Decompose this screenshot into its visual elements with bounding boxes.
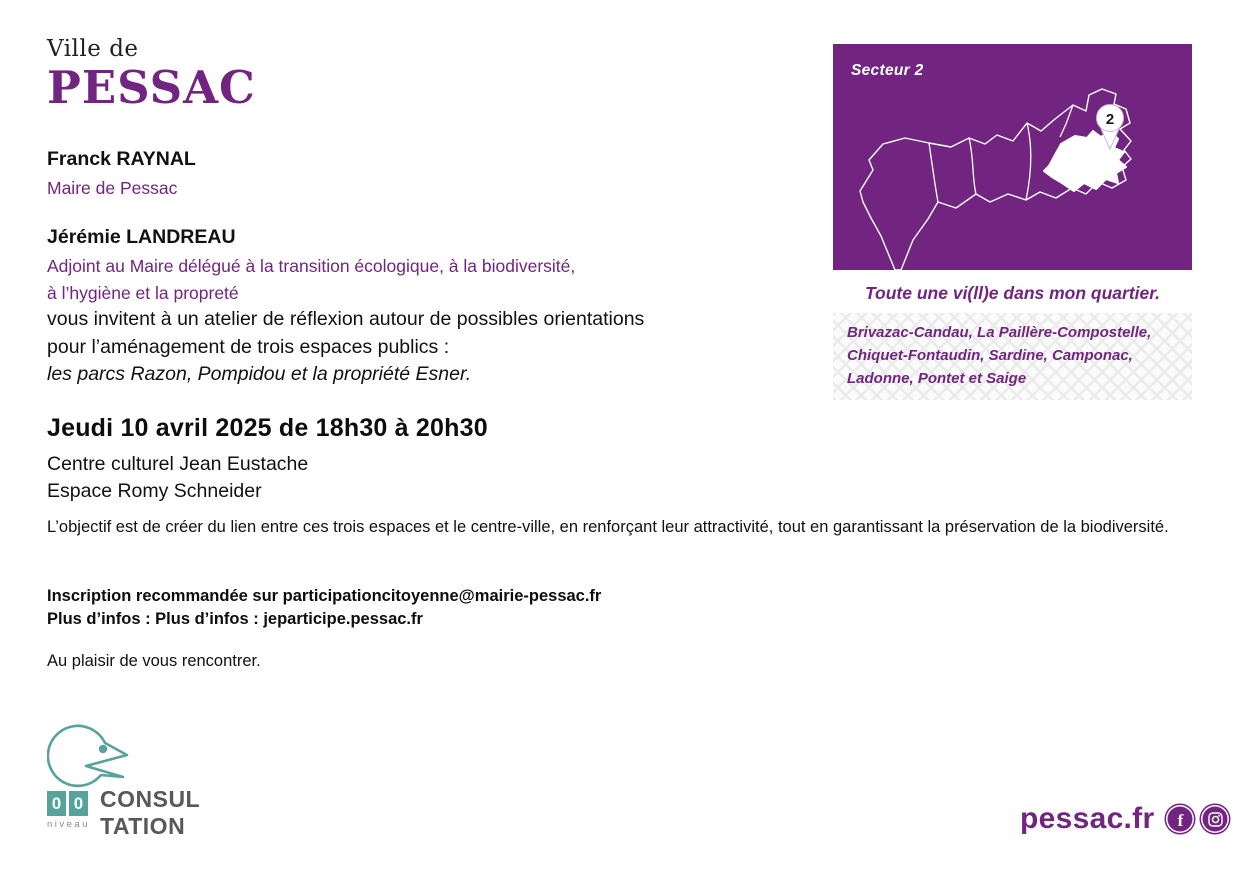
sector-divider-west <box>969 138 976 194</box>
signatory-role-adjoint <box>47 253 575 307</box>
instagram-icon[interactable] <box>1201 805 1229 833</box>
quartiers-line-2: Chiquet-Fontaudin, Sardine, Camponac, <box>847 347 1133 364</box>
sector-divider-middle <box>1026 123 1031 200</box>
invitation-line-2: pour l’aménagement de trois espaces publics : <box>47 335 450 358</box>
pin-number: 2 <box>1105 111 1115 128</box>
quartiers-line-1: Brivazac-Candau, La Paillère-Compostelle, <box>847 324 1152 341</box>
more-info-url-link[interactable]: jeparticipe.pessac.fr <box>263 610 423 628</box>
ville-de-text: Ville de <box>47 36 139 62</box>
sector-label: Secteur 2 <box>851 62 924 79</box>
role-line-2: à l’hygiène et la propreté <box>47 283 239 303</box>
brand-logo <box>47 36 256 114</box>
consultation-logo <box>47 713 237 853</box>
role-line-1: Adjoint au Maire délégué à la transition écologique, à la biodiversité, <box>47 256 576 276</box>
signatories-block <box>47 148 575 307</box>
footer-social-block <box>1020 802 1229 836</box>
registration-block <box>47 585 601 631</box>
more-info-prefix: Plus d’infos : Plus d’infos : <box>47 610 264 628</box>
sector-tagline: Toute une vi(ll)e dans mon quartier. <box>865 283 1160 303</box>
registration-email-link[interactable]: participationcitoyenne@mairie-pessac.fr <box>282 587 602 605</box>
level-digit-left: 0 <box>47 791 66 816</box>
more-info-line <box>47 608 601 631</box>
footer-site-link[interactable]: pessac.fr <box>1020 802 1155 835</box>
invitation-text <box>47 306 644 389</box>
quartiers-list <box>833 313 1192 400</box>
pacman-icon <box>47 713 142 788</box>
consultation-word-line-1: CONSUL <box>100 786 201 812</box>
registration-prefix: Inscription recommandée sur <box>47 587 283 605</box>
invitation-line-1: vous invitent à un atelier de réflexion autour de possibles orientations <box>47 308 645 330</box>
niveau-label: niveau <box>47 819 90 830</box>
quartiers-line-3: Ladonne, Pontet et Saige <box>847 370 1027 387</box>
sector-card <box>833 44 1192 400</box>
event-datetime: Jeudi 10 avril 2025 de 18h30 à 20h30 <box>47 414 488 442</box>
level-digit-right: 0 <box>69 791 88 816</box>
invitation-parks-line: les parcs Razon, Pompidou et la propriété Esner. <box>47 363 472 385</box>
sector-map-box <box>833 44 1192 270</box>
closing-text: Au plaisir de vous rencontrer. <box>47 652 261 670</box>
event-venue: Centre culturel Jean Eustache <box>47 453 309 475</box>
event-block <box>47 414 488 505</box>
event-room: Espace Romy Schneider <box>47 480 262 502</box>
pacman-eye <box>99 745 107 753</box>
signatory-role-mayor: Maire de Pessac <box>47 178 178 198</box>
registration-line <box>47 585 601 608</box>
pessac-wordmark: PESSAC <box>47 61 256 114</box>
consultation-word-line-2: TATION <box>100 813 186 839</box>
objective-text: L’objectif est de créer du lien entre ces trois espaces et le centre-ville, en renforçant leur attractivité, tout en garantissant la préservation de la biodiversité. <box>47 518 1169 536</box>
signatory-name-mayor: Franck RAYNAL <box>47 148 196 170</box>
sector-divider-southwest <box>929 143 938 202</box>
facebook-icon[interactable]: f <box>1166 805 1194 833</box>
consultation-wordmark <box>100 786 200 840</box>
signatory-name-adjoint: Jérémie LANDREAU <box>47 226 236 248</box>
